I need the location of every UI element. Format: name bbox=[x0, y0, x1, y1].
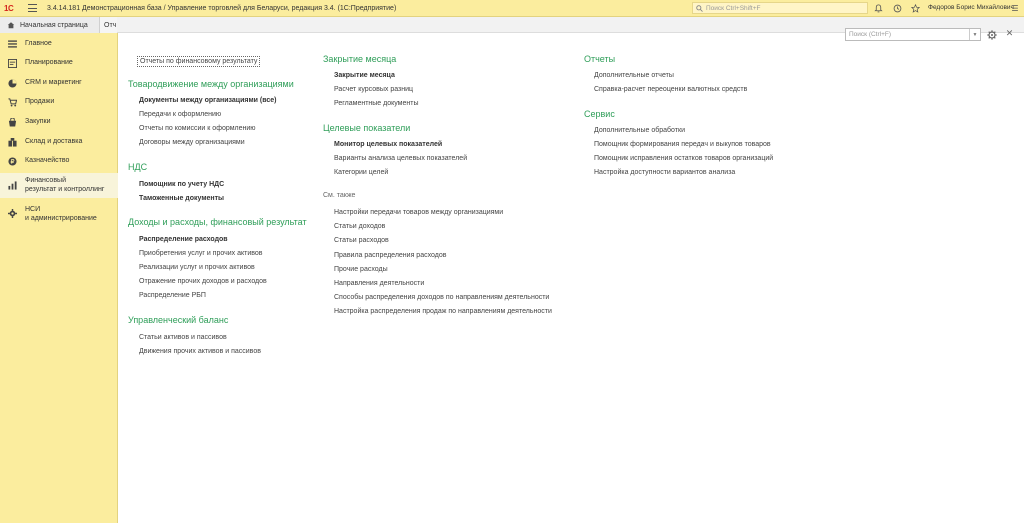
section-title: Сервис bbox=[584, 109, 615, 119]
section-link[interactable]: Дополнительные обработки bbox=[594, 127, 685, 134]
section-title: Доходы и расходы, финансовый результат bbox=[128, 217, 307, 227]
app-logo bbox=[4, 3, 22, 14]
section-link[interactable]: Помощник формирования передач и выкупов товаров bbox=[594, 141, 771, 148]
sidebar-item-sales[interactable] bbox=[0, 96, 118, 108]
sidebar-item-label bbox=[25, 206, 97, 223]
section-link[interactable]: Варианты анализа целевых показателей bbox=[334, 155, 468, 162]
section-link[interactable]: Отражение прочих доходов и расходов bbox=[139, 278, 267, 285]
see-also-link[interactable]: Настройка распределения продаж по направлениям деятельности bbox=[334, 308, 552, 315]
sidebar-item-label: Планирование bbox=[25, 58, 73, 66]
global-search-input[interactable] bbox=[692, 2, 868, 14]
section-link[interactable]: Документы между организациями (все) bbox=[139, 97, 277, 104]
section-title: Управленческий баланс bbox=[128, 315, 229, 325]
user-name[interactable]: Федоров Борис Михайлович bbox=[928, 4, 1014, 11]
panel-search-placeholder: Поиск (Ctrl+F) bbox=[849, 31, 892, 38]
see-also-link[interactable]: Настройки передачи товаров между организациями bbox=[334, 209, 504, 216]
see-also-link[interactable]: Статьи расходов bbox=[334, 237, 389, 244]
section-link[interactable]: Регламентные документы bbox=[334, 100, 419, 107]
planning-icon bbox=[8, 59, 17, 68]
main-menu-icon[interactable] bbox=[28, 4, 37, 12]
section-link[interactable]: Расчет курсовых разниц bbox=[334, 86, 414, 93]
close-icon[interactable]: ✕ bbox=[1005, 28, 1014, 38]
user-menu-icon[interactable]: ☰ bbox=[1011, 3, 1019, 13]
sidebar-item-finance[interactable] bbox=[0, 173, 118, 198]
section-title: Целевые показатели bbox=[323, 123, 411, 133]
see-also-link[interactable]: Статьи доходов bbox=[334, 223, 386, 230]
section-link[interactable]: Дополнительные отчеты bbox=[594, 72, 674, 79]
gear-icon bbox=[8, 209, 17, 218]
global-search-placeholder: Поиск Ctrl+Shift+F bbox=[706, 4, 761, 12]
section-link[interactable]: Отчеты по комиссии к оформлению bbox=[139, 125, 256, 132]
section-title: Закрытие месяца bbox=[323, 54, 397, 64]
sidebar-item-treasury[interactable] bbox=[0, 155, 118, 167]
crm-icon bbox=[8, 79, 17, 88]
see-also-link[interactable]: Способы распределения доходов по направлениям деятельности bbox=[334, 294, 550, 301]
warehouse-icon bbox=[8, 138, 17, 147]
section-link[interactable]: Реализации услуг и прочих активов bbox=[139, 264, 255, 271]
app-title: 3.4.14.181 Демонстрационная база / Управление торговлей для Беларуси, редакция 3.4. (1С:Предприятие) bbox=[47, 4, 397, 12]
section-link[interactable]: Распределение РБП bbox=[139, 292, 206, 299]
treasury-icon bbox=[8, 157, 17, 166]
sidebar-item-label-line1: НСИ bbox=[25, 206, 41, 213]
svg-text:₽: ₽ bbox=[10, 159, 15, 166]
tab-home[interactable] bbox=[0, 17, 100, 33]
section-link[interactable]: Передачи к оформлению bbox=[139, 111, 222, 118]
sidebar-item-label: CRM и маркетинг bbox=[25, 78, 82, 86]
sidebar-item-purchases[interactable] bbox=[0, 116, 118, 128]
sidebar-item-label-line2: результат и контроллинг bbox=[25, 185, 105, 193]
link-financial-result-reports[interactable]: Отчеты по финансовому результату bbox=[137, 56, 260, 67]
sidebar-item-label-line1: Финансовый bbox=[25, 177, 66, 184]
logo-text: 1С bbox=[4, 3, 14, 13]
section-link[interactable]: Движения прочих активов и пассивов bbox=[139, 348, 261, 355]
settings-gear-icon[interactable] bbox=[986, 29, 997, 40]
tab-home-label: Начальная страница bbox=[20, 21, 88, 29]
search-icon bbox=[696, 5, 703, 12]
sidebar-item-label bbox=[25, 177, 104, 194]
panel-search-input[interactable] bbox=[845, 28, 981, 41]
sidebar bbox=[0, 33, 118, 523]
section-link[interactable]: Приобретения услуг и прочих активов bbox=[139, 250, 263, 257]
section-link[interactable]: Помощник по учету НДС bbox=[139, 181, 225, 188]
sidebar-item-label: Склад и доставка bbox=[25, 137, 83, 145]
section-title: НДС bbox=[128, 162, 148, 172]
see-also-title: См. также bbox=[323, 192, 356, 199]
sidebar-item-main[interactable] bbox=[0, 38, 118, 50]
sidebar-item-admin[interactable] bbox=[0, 203, 118, 225]
sidebar-item-label: Закупки bbox=[25, 117, 51, 125]
star-icon[interactable] bbox=[909, 2, 921, 14]
section-link[interactable]: Таможенные документы bbox=[139, 195, 225, 202]
sidebar-item-label: Продажи bbox=[25, 97, 55, 105]
section-link[interactable]: Справка-расчет переоценки валютных средств bbox=[594, 86, 748, 93]
tab-reports[interactable]: Отч bbox=[100, 17, 117, 33]
section-title: Отчеты bbox=[584, 54, 616, 64]
history-icon[interactable] bbox=[891, 2, 903, 14]
bell-icon[interactable] bbox=[872, 2, 884, 14]
sidebar-item-crm[interactable] bbox=[0, 77, 118, 89]
chevron-down-icon[interactable]: ▼ bbox=[969, 29, 980, 40]
section-link[interactable]: Распределение расходов bbox=[139, 236, 228, 243]
sidebar-item-label: Казначейство bbox=[25, 156, 70, 164]
see-also-link[interactable]: Правила распределения расходов bbox=[334, 252, 447, 259]
section-link[interactable]: Категории целей bbox=[334, 169, 389, 176]
section-link[interactable]: Закрытие месяца bbox=[334, 72, 395, 79]
section-title: Товародвижение между организациями bbox=[128, 79, 294, 89]
sidebar-item-planning[interactable] bbox=[0, 57, 118, 69]
section-link[interactable]: Договоры между организациями bbox=[139, 139, 245, 146]
sidebar-item-warehouse[interactable] bbox=[0, 136, 118, 148]
finance-icon bbox=[8, 181, 17, 190]
sidebar-item-label-line2: и администрирование bbox=[25, 214, 97, 222]
section-link[interactable]: Статьи активов и пассивов bbox=[139, 334, 227, 341]
sales-icon bbox=[8, 98, 17, 107]
home-icon bbox=[7, 21, 15, 29]
purchases-icon bbox=[8, 118, 17, 127]
title-bar bbox=[0, 0, 1024, 17]
see-also-link[interactable]: Направления деятельности bbox=[334, 280, 425, 287]
section-link[interactable]: Помощник исправления остатков товаров организаций bbox=[594, 155, 774, 162]
list-icon bbox=[8, 40, 17, 49]
section-link[interactable]: Настройка доступности вариантов анализа bbox=[594, 169, 736, 176]
section-link[interactable]: Монитор целевых показателей bbox=[334, 141, 443, 148]
sidebar-item-label: Главное bbox=[25, 39, 52, 47]
see-also-link[interactable]: Прочие расходы bbox=[334, 266, 388, 273]
